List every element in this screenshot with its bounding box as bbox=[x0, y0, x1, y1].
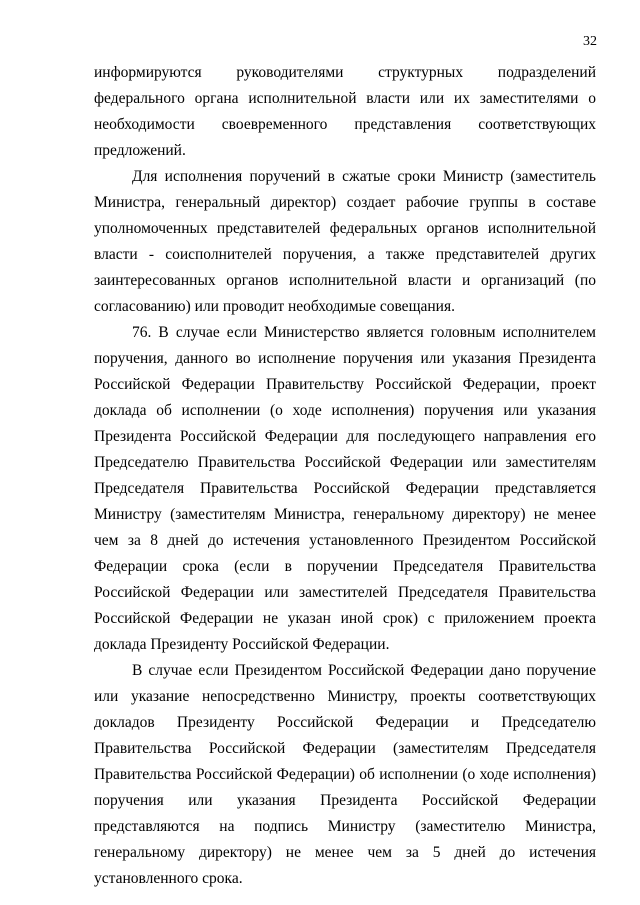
document-body bbox=[94, 60, 596, 892]
paragraph-direct-instruction: В случае если Президентом Российской Федерации дано поручение или указание непосредственно Министру, проекты соответствующих докладов Президенту Российской Федерации и Председателю Правительства Российской Федерации (заместителям Председателя Правительства Российской Федерации) об исполнении (о ходе исполнения) поручения или указания Президента Российской Федерации представляются на подпись Министру (заместителю Министра, генеральному директору) не менее чем за 5 дней до истечения установленного срока. bbox=[94, 662, 596, 887]
paragraph-continuation: информируются руководителями структурных подразделений федерального органа исполнительной власти или их заместителями о необходимости своевременного представления соответствующих предложений. bbox=[94, 64, 596, 159]
paragraph-working-groups: Для исполнения поручений в сжатые сроки Министр (заместитель Министра, генеральный директор) создает рабочие группы в составе уполномоченных представителей федеральных органов исполнительной власти - соисполнителей поручения, а также представителей других заинтересованных органов исполнительной власти и организаций (по согласованию) или проводит необходимые совещания. bbox=[94, 168, 596, 315]
paragraph-item-76: 76. В случае если Министерство является головным исполнителем поручения, данного во исполнение поручения или указания Президента Российской Федерации Правительству Российской Федерации, проект доклада об исполнении (о ходе исполнения) поручения или указания Президента Российской Федерации для последующего направления его Председателю Правительства Российской Федерации или заместителям Председателя Правительства Российской Федерации представляется Министру (заместителям Министра, генеральному директору) не менее чем за 8 дней до истечения установленного Президентом Российской Федерации срока (если в поручении Председателя Правительства Российской Федерации или заместителей Председателя Правительства Российской Федерации не указан иной срок) с приложением проекта доклада Президенту Российской Федерации. bbox=[94, 324, 596, 653]
page-number: 32 bbox=[583, 34, 597, 49]
